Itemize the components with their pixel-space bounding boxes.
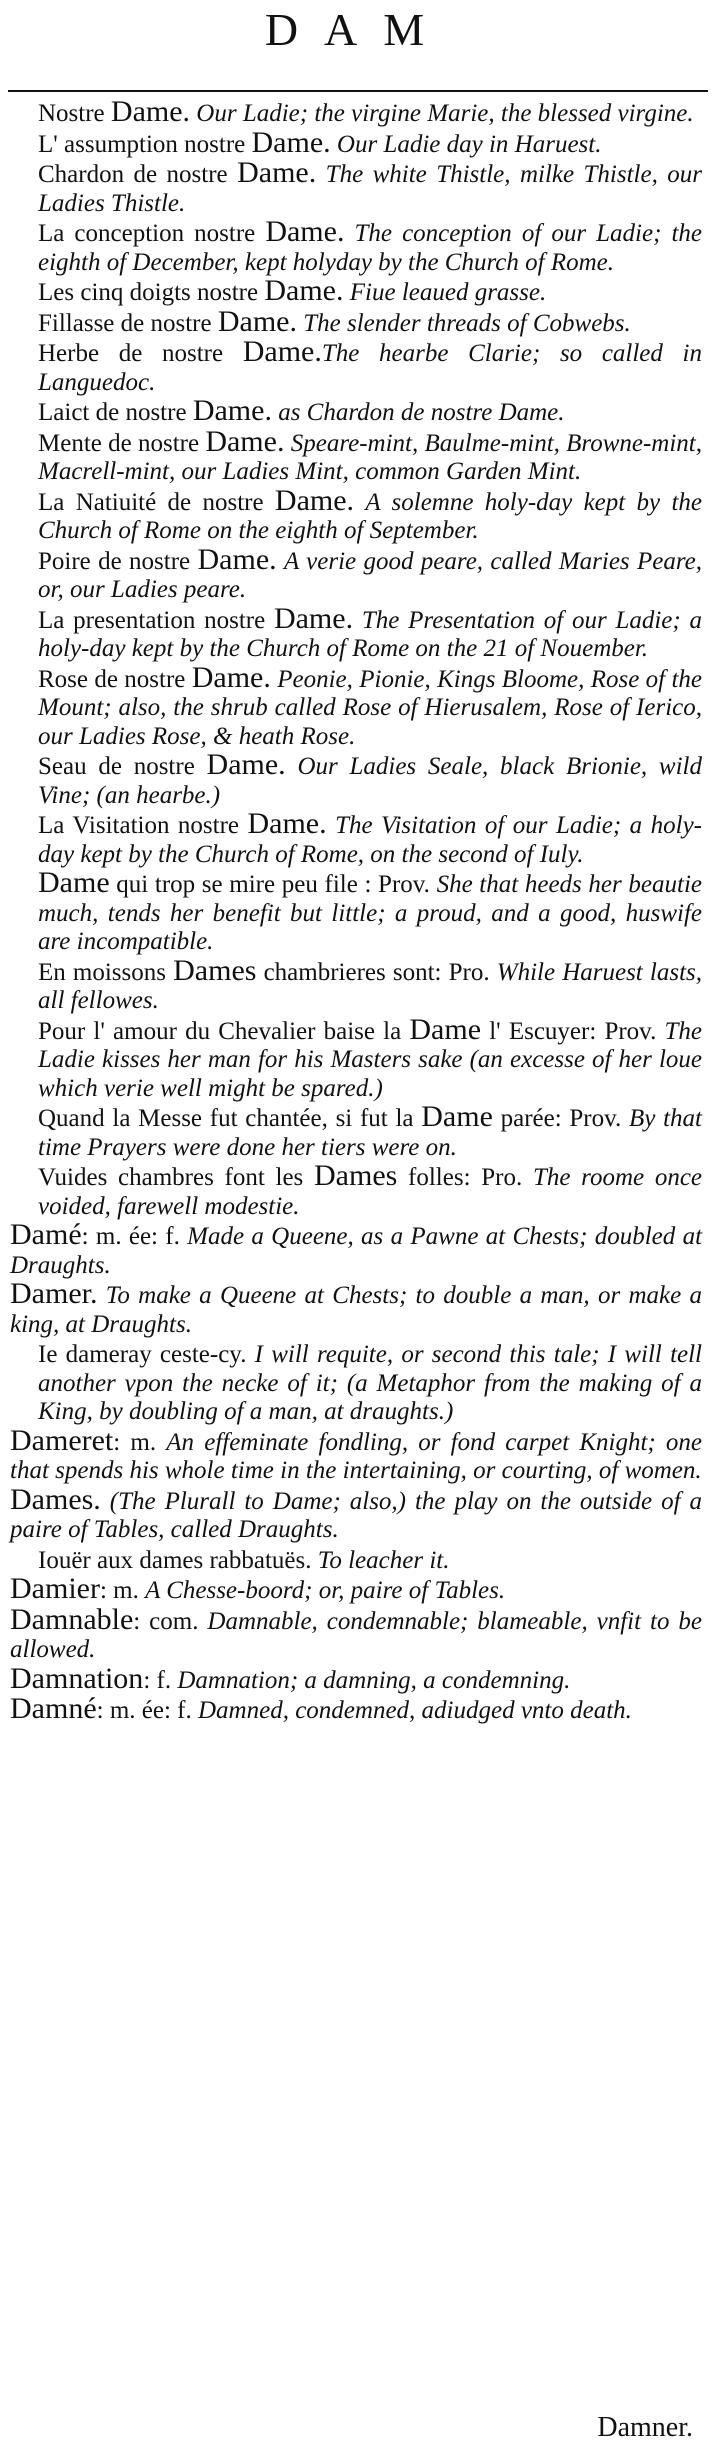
french-text: : m. xyxy=(99,1577,146,1604)
french-text: : com. xyxy=(133,1607,208,1635)
headword: Dame. xyxy=(206,748,286,781)
english-gloss: The Visitation of our Ladie; a holy-day kept by the Church of Rome, on the second of Iuly. xyxy=(38,812,703,868)
english-gloss: Our Ladies Seale, black Brionie, wild Vine; (an hearbe.) xyxy=(38,753,703,809)
english-gloss: A verie good peare, called Maries Peare, or, our Ladies peare. xyxy=(38,547,702,603)
french-text: chambrieres sont: Pro. xyxy=(256,958,497,986)
headword: Dame xyxy=(409,1012,482,1046)
headword: Dame. xyxy=(197,542,277,576)
dictionary-subentry xyxy=(10,215,702,277)
dictionary-subentry xyxy=(10,304,702,339)
headword: Damier xyxy=(10,1572,100,1605)
dictionary-subentry xyxy=(10,748,703,810)
french-text: La Natiuité de nostre xyxy=(38,488,275,516)
dictionary-subentry xyxy=(10,1545,702,1576)
header-rule xyxy=(8,90,708,92)
french-text: : m. ée: f. xyxy=(96,1697,198,1724)
french-text: l' Escuyer: Prov. xyxy=(481,1017,665,1045)
french-text: Les cinq doigts nostre xyxy=(38,279,265,306)
headword: Damné xyxy=(10,1692,97,1725)
dictionary-subentry xyxy=(10,394,702,428)
french-text xyxy=(354,489,365,516)
french-text xyxy=(353,607,362,634)
french-text xyxy=(101,1488,110,1515)
english-gloss: Damnation; a damning, a condemning. xyxy=(177,1666,571,1694)
french-text: Pour l' amour du Chevalier baise la xyxy=(38,1017,410,1045)
french-text: folles: Pro. xyxy=(397,1164,533,1191)
english-gloss: Made a Queene, as a Pawne at Chests; doubled at Draughts. xyxy=(10,1223,703,1279)
french-text: La presentation nostre xyxy=(38,606,274,634)
dictionary-subentry xyxy=(10,156,702,218)
french-text: Iouër aux dames rabbatuës. xyxy=(38,1546,318,1574)
dictionary-entry xyxy=(10,1423,702,1486)
dictionary-subentry xyxy=(10,1159,703,1221)
french-text: Ie dameray ceste-cy. xyxy=(38,1341,255,1368)
dictionary-subentry xyxy=(10,125,702,160)
english-gloss: A solemne holy-day kept by the Church of Rome on the eighth of September. xyxy=(38,488,702,544)
headword: Dame. xyxy=(205,424,285,458)
english-gloss: An effeminate fondling, or fond carpet Knight; one that spends his whole time in the intertaining, or courting, of women. xyxy=(10,1428,702,1484)
dictionary-entry xyxy=(10,1277,702,1339)
french-text: Nostre xyxy=(38,100,111,127)
english-gloss: (The Plurall to Dame; also,) the play on the outside of a paire of Tables, called Draughts. xyxy=(10,1487,702,1543)
french-text: Rose de nostre xyxy=(38,665,192,693)
headword: Dame. xyxy=(247,807,327,840)
french-text: Vuides chambres font les xyxy=(38,1164,315,1191)
english-gloss: By that time Prayers were done her tiers were on. xyxy=(38,1105,702,1161)
french-text: Chardon de nostre xyxy=(38,161,238,188)
headword: Dame. xyxy=(217,304,297,338)
headword: Dame xyxy=(38,866,110,899)
english-gloss: To make a Queene at Chests; to double a man, or make a king, at Draughts. xyxy=(10,1282,702,1338)
english-gloss: She that heeds her beautie much, tends her benefit but little; a proud, and a good, huswife are incompatible. xyxy=(38,871,702,955)
french-text: qui trop se mire peu file : Prov. xyxy=(109,871,437,898)
headword: Damnable xyxy=(10,1602,134,1636)
english-gloss: While Haruest lasts, all fellowes. xyxy=(38,958,702,1014)
headword: Dame. xyxy=(110,95,191,128)
headword: Damer. xyxy=(10,1277,98,1310)
dictionary-subentry xyxy=(10,274,702,308)
dictionary-entry xyxy=(10,1661,702,1696)
french-text xyxy=(277,548,284,575)
headword: Dame. xyxy=(242,335,322,368)
dictionary-entry xyxy=(10,1692,702,1726)
dictionary-subentry xyxy=(10,1100,702,1162)
headword: Dame. xyxy=(274,483,355,517)
dictionary-entry xyxy=(10,1482,702,1545)
english-gloss: The hearbe Clarie; so called in Languedoc. xyxy=(38,340,702,396)
dictionary-subentry xyxy=(10,335,702,397)
french-text: Poire de nostre xyxy=(38,547,198,575)
headword: Dames. xyxy=(10,1482,101,1516)
english-gloss: To leacher it. xyxy=(317,1546,450,1574)
headword: Dame xyxy=(421,1100,493,1133)
english-gloss: The roome once voided, farewell modestie. xyxy=(38,1164,703,1220)
dictionary-subentry xyxy=(10,866,702,957)
english-gloss: The conception of our Ladie; the eighth of December, kept holyday by the Church of Rome. xyxy=(38,220,702,276)
entries-list xyxy=(10,95,703,1726)
english-gloss: Our Ladie; the virgine Marie, the blessed virgine. xyxy=(196,100,694,127)
english-gloss: The Ladie kisses her man for his Masters sake (an excesse of her loue which verie well might be spared.) xyxy=(38,1017,702,1102)
french-text: parée: Prov. xyxy=(492,1105,629,1132)
english-gloss: Our Ladie day in Haruest. xyxy=(336,130,602,158)
french-text: Mente de nostre xyxy=(38,429,206,457)
french-text xyxy=(327,812,335,839)
headword: Dameret xyxy=(10,1423,114,1457)
english-gloss: A Chesse-boord; or, paire of Tables. xyxy=(145,1577,506,1604)
dictionary-entry xyxy=(10,1572,702,1606)
dictionary-entry xyxy=(10,1218,703,1280)
french-text: : m. xyxy=(113,1428,167,1456)
english-gloss: Peonie, Pionie, Kings Bloome, Rose of the Mount; also, the shrub called Rose of Hierusalem, Rose of Ierico, our Ladies Rose, & heath Rose. xyxy=(38,665,702,750)
dictionary-subentry xyxy=(10,807,703,869)
dictionary-subentry xyxy=(10,953,702,1016)
headword: Dame. xyxy=(273,601,354,635)
headword: Dame. xyxy=(251,125,331,159)
dictionary-subentry xyxy=(10,660,702,752)
dictionary-subentry xyxy=(10,542,702,605)
french-text xyxy=(286,753,298,780)
headword: Dame. xyxy=(192,394,272,427)
dictionary-subentry xyxy=(10,424,703,487)
french-text: La Visitation nostre xyxy=(38,812,248,839)
headword: Dame. xyxy=(237,156,317,189)
french-text: Herbe de nostre xyxy=(38,340,243,367)
headword: Dames xyxy=(173,953,257,987)
catchword: Damner. xyxy=(597,2412,693,2443)
english-gloss: Damnable, condemnable; blameable, vnfit to be allowed. xyxy=(10,1607,702,1663)
french-text xyxy=(97,1282,105,1309)
headword: Dame. xyxy=(265,215,345,248)
french-text: L' assumption nostre xyxy=(38,130,252,158)
english-gloss: as Chardon de nostre Dame. xyxy=(278,399,565,426)
french-text: La conception nostre xyxy=(38,220,266,247)
french-text: Laict de nostre xyxy=(38,399,193,426)
dictionary-subentry xyxy=(10,1012,702,1104)
english-gloss: The Presentation of our Ladie; a holy-day kept by the Church of Rome on the 21 of Nouember. xyxy=(38,606,702,662)
dictionary-subentry xyxy=(10,483,702,546)
headword: Damé xyxy=(10,1218,82,1251)
french-text xyxy=(316,161,325,188)
french-text xyxy=(344,220,354,247)
english-gloss: The slender threads of Cobwebs. xyxy=(303,309,631,337)
french-text: Fillasse de nostre xyxy=(38,309,218,337)
english-gloss: I will requite, or second this tale; I will tell another vpon the necke of it; (a Metaphor from the making of a King, by doubling of a man, at draughts.) xyxy=(38,1341,703,1425)
french-text: Seau de nostre xyxy=(38,753,207,780)
french-text: En moissons xyxy=(38,958,174,986)
headword: Dame. xyxy=(191,660,271,694)
headword: Damnation xyxy=(10,1661,144,1695)
dictionary-subentry xyxy=(10,601,702,664)
french-text: Quand la Messe fut chantée, si fut la xyxy=(38,1105,422,1132)
english-gloss: Speare-mint, Baulme-mint, Browne-mint, Macrell-mint, our Ladies Mint, common Garden Mint. xyxy=(38,429,703,485)
english-gloss: Fiue leaued grasse. xyxy=(349,279,547,306)
dictionary-entry xyxy=(10,1602,702,1665)
dictionary-subentry xyxy=(10,95,702,129)
dictionary-subentry xyxy=(10,1339,702,1427)
headword: Dames xyxy=(314,1159,398,1192)
french-text: : m. ée: f. xyxy=(81,1223,188,1250)
headword: Dame. xyxy=(264,274,344,307)
page-header: DAM xyxy=(264,4,451,55)
english-gloss: Damned, condemned, adiudged vnto death. xyxy=(198,1697,632,1724)
french-text: : f. xyxy=(143,1666,178,1694)
english-gloss: The white Thistle, milke Thistle, our Ladies Thistle. xyxy=(38,161,702,217)
